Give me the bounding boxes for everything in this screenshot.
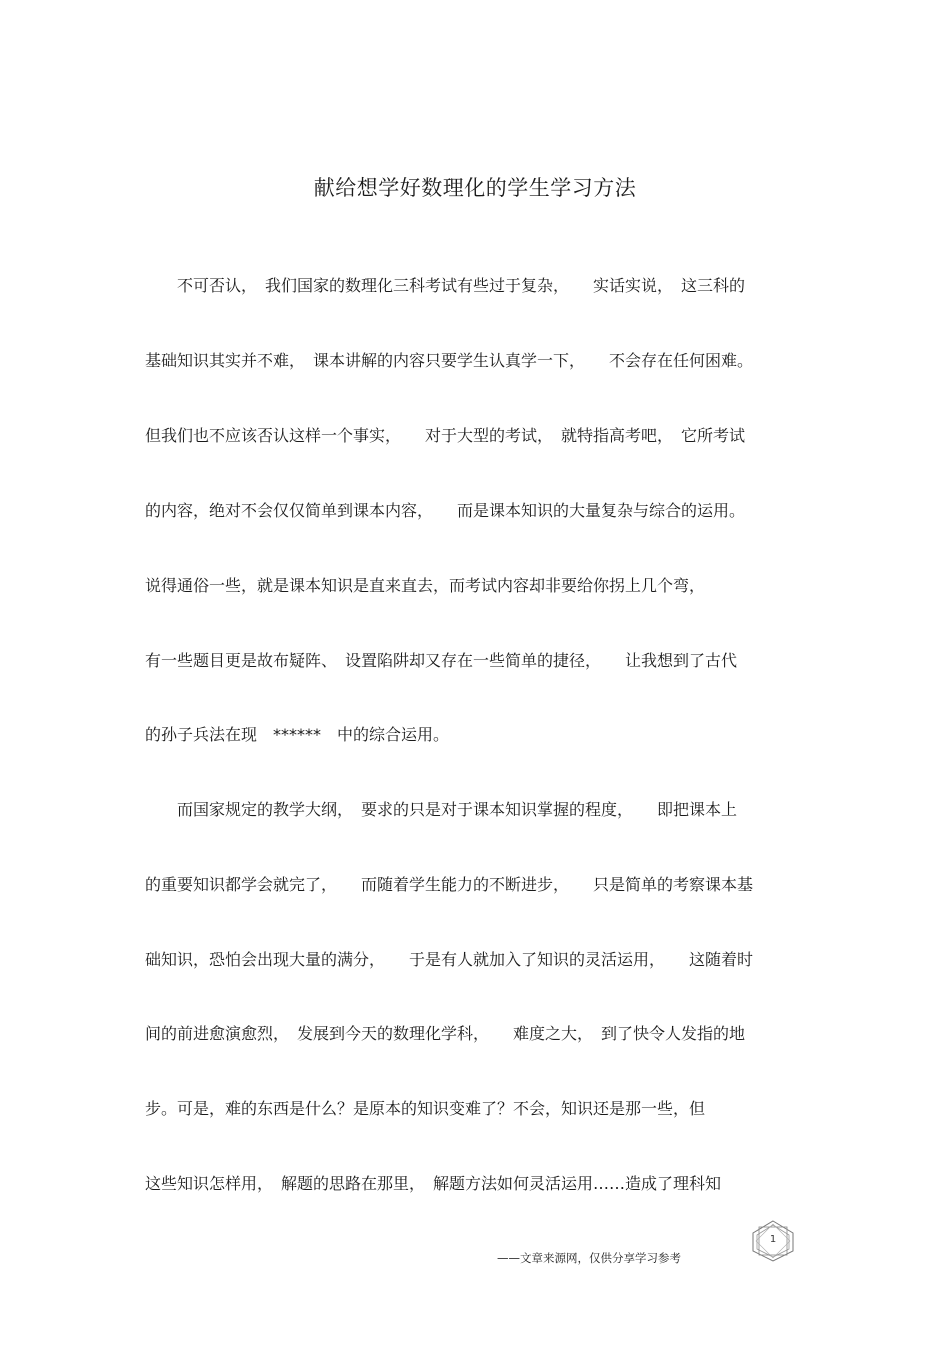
page-number-badge — [749, 1219, 797, 1263]
text-line: 但我们也不应该否认这样一个事实， 对于大型的考试， 就特指高考吧， 它所考试 — [145, 426, 746, 445]
text-line: 说得通俗一些，就是课本知识是直来直去，而考试内容却非要给你拐上几个弯， — [145, 576, 706, 595]
text-line: 间的前进愈演愈烈， 发展到今天的数理化学科， 难度之大， 到了快令人发指的地 — [145, 1024, 746, 1043]
text-line: 的重要知识都学会就完了， 而随着学生能力的不断进步， 只是简单的考察课本基 — [145, 875, 754, 894]
page-title: 献给想学好数理化的学生学习方法 — [313, 176, 637, 200]
text-line: 的孙子兵法在现 ****** 中的综合运用。 — [145, 725, 450, 744]
text-line: 础知识，恐怕会出现大量的满分， 于是有人就加入了知识的灵活运用， 这随着时 — [145, 950, 754, 969]
page-number: 1 — [769, 1234, 777, 1245]
text-line: 这些知识怎样用， 解题的思路在那里， 解题方法如何灵活运用……造成了理科知 — [145, 1174, 722, 1193]
text-line: 而国家规定的教学大纲， 要求的只是对于课本知识掌握的程度， 即把课本上 — [145, 800, 738, 819]
footer-source-text: ——文章来源网，仅供分享学习参考 — [497, 1251, 681, 1265]
text-line: 步。可是，难的东西是什么？是原本的知识变难了？不会，知识还是那一些，但 — [145, 1099, 706, 1118]
text-line: 有一些题目更是故布疑阵、 设置陷阱却又存在一些简单的捷径， 让我想到了古代 — [145, 651, 738, 670]
text-line: 基础知识其实并不难， 课本讲解的内容只要学生认真学一下， 不会存在任何困难。 — [145, 351, 754, 370]
text-line: 的内容，绝对不会仅仅简单到课本内容， 而是课本知识的大量复杂与综合的运用。 — [145, 501, 746, 520]
text-line: 不可否认， 我们国家的数理化三科考试有些过于复杂， 实话实说， 这三科的 — [145, 276, 746, 295]
